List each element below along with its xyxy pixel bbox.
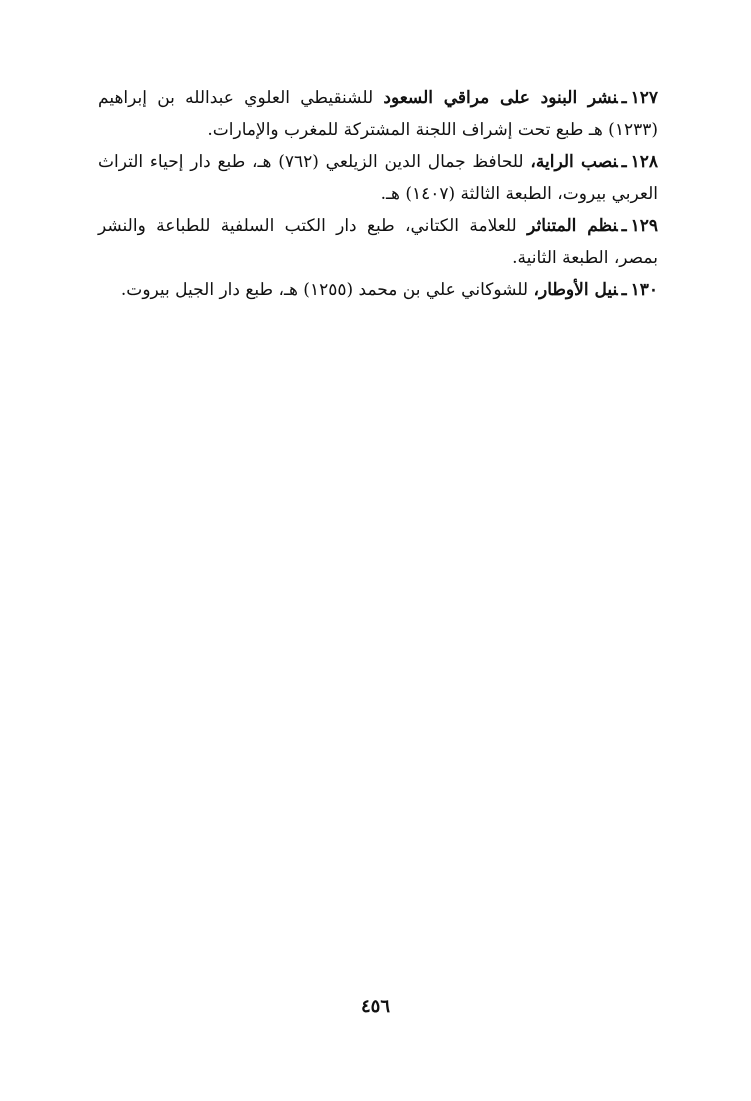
reference-entry-128 bbox=[98, 146, 658, 210]
reference-entry-129 bbox=[98, 210, 658, 274]
page-number: ٤٥٦ bbox=[360, 996, 390, 1017]
reference-details: للشوكاني علي بن محمد (١٢٥٥) هـ، طبع دار الجيل بيروت. bbox=[120, 280, 534, 300]
reference-details: للشنقيطي العلوي عبدالله بن إبراهيم (١٢٣٣) هـ طبع تحت إشراف اللجنة المشتركة للمغرب والإمارات. bbox=[98, 88, 658, 140]
reference-entry-130 bbox=[98, 274, 658, 306]
reference-details: للعلامة الكتاني، طبع دار الكتب السلفية للطباعة والنشر بمصر، الطبعة الثانية. bbox=[98, 216, 658, 268]
reference-dash: ـ bbox=[621, 280, 627, 300]
reference-number: ١٣٠ bbox=[630, 280, 658, 300]
reference-number: ١٢٩ bbox=[630, 216, 658, 236]
reference-number: ١٢٧ bbox=[630, 88, 658, 108]
reference-entry-127 bbox=[98, 82, 658, 146]
reference-dash: ـ bbox=[621, 216, 627, 236]
reference-dash: ـ bbox=[621, 152, 627, 172]
reference-details: للحافظ جمال الدين الزيلعي (٧٦٢) هـ، طبع دار إحياء التراث العربي بيروت، الطبعة الثالثة (١٤٠٧) هـ. bbox=[98, 152, 658, 204]
reference-list bbox=[98, 82, 658, 306]
reference-number: ١٢٨ bbox=[630, 152, 658, 172]
reference-title: نيل الأوطار، bbox=[533, 280, 618, 300]
reference-title: نشر البنود على مراقي السعود bbox=[383, 88, 618, 108]
reference-title: نصب الراية، bbox=[530, 152, 618, 172]
reference-dash: ـ bbox=[621, 88, 627, 108]
reference-title: نظم المتناثر bbox=[527, 216, 618, 236]
